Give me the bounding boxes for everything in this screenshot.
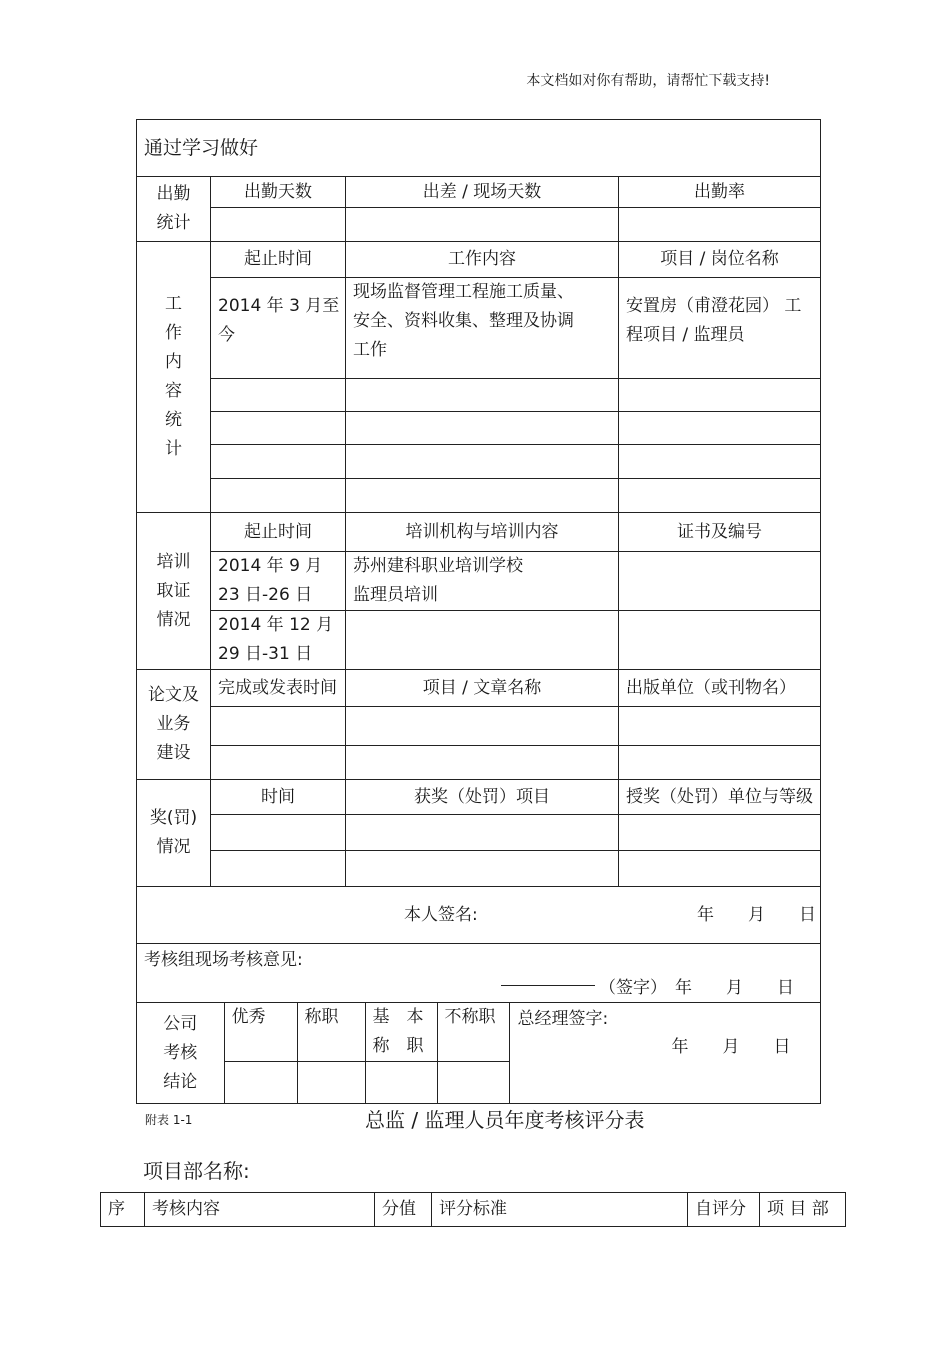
papers-row2-title[interactable] [346, 746, 619, 780]
score-table [100, 1192, 846, 1227]
awards-item-header: 获奖（处罚）项目 [346, 780, 619, 815]
work-row1-content: 现场监督管理工程施工质量、安全、资料收集、整理及协调工作 [346, 278, 619, 379]
awards-row2-time[interactable] [211, 851, 346, 887]
papers-title-header: 项目 / 文章名称 [346, 670, 619, 707]
attachment-label: 附表 1-1 [145, 1113, 193, 1127]
option-excellent[interactable]: 优秀 [224, 1003, 297, 1062]
review-opinion-row[interactable] [137, 944, 821, 1003]
review-signature-line[interactable] [501, 985, 595, 986]
papers-row2-publisher[interactable] [619, 746, 821, 780]
papers-label: 论文及 业务 建设 [137, 670, 211, 780]
training-row1-org: 苏州建科职业培训学校 监理员培训 [346, 552, 619, 611]
work-row3-project[interactable] [619, 412, 821, 445]
work-row2-content[interactable] [346, 379, 619, 412]
option-competent[interactable]: 称职 [297, 1003, 365, 1062]
papers-row1-time[interactable] [211, 707, 346, 746]
training-org-header: 培训机构与培训内容 [346, 513, 619, 552]
awards-unit-header: 授奖（处罚）单位与等级 [619, 780, 821, 815]
work-row5-project[interactable] [619, 479, 821, 513]
work-time-header: 起止时间 [211, 242, 346, 278]
project-dept-label: 项目部名称: [143, 1159, 250, 1183]
signature-label: 本人签名: [404, 905, 478, 925]
training-row2-org[interactable] [346, 611, 619, 670]
appraisal-form-table [136, 119, 821, 1104]
training-row2-time: 2014 年 12 月 29 日-31 日 [211, 611, 346, 670]
score-header-criteria: 评分标准 [432, 1193, 688, 1227]
review-label: 考核组现场考核意见: [144, 950, 303, 970]
awards-label: 奖(罚) 情况 [137, 780, 211, 887]
work-row3-content[interactable] [346, 412, 619, 445]
attendance-days-cell[interactable] [211, 208, 346, 242]
papers-publisher-header: 出版单位（或刊物名） [619, 670, 821, 707]
work-row2-project[interactable] [619, 379, 821, 412]
travel-days-cell[interactable] [346, 208, 619, 242]
attendance-days-header: 出勤天数 [211, 177, 346, 208]
score-header-self: 自评分 [688, 1193, 760, 1227]
gm-signature-label: 总经理签字: [517, 1009, 609, 1029]
option-basically-competent[interactable]: 基 本称 职 [365, 1003, 437, 1062]
attendance-rate-cell[interactable] [619, 208, 821, 242]
awards-row2-unit[interactable] [619, 851, 821, 887]
work-row4-project[interactable] [619, 445, 821, 479]
training-row2-cert[interactable] [619, 611, 821, 670]
papers-row2-time[interactable] [211, 746, 346, 780]
study-note: 通过学习做好 [137, 120, 821, 177]
papers-time-header: 完成或发表时间 [211, 670, 346, 707]
form-title: 总监 / 监理人员年度考核评分表 [365, 1108, 645, 1132]
training-cert-header: 证书及编号 [619, 513, 821, 552]
score-header-content: 考核内容 [145, 1193, 375, 1227]
training-row1-time: 2014 年 9 月 23 日-26 日 [211, 552, 346, 611]
conclusion-label: 公司 考核 结论 [137, 1003, 224, 1103]
incompetent-mark[interactable] [437, 1062, 509, 1104]
work-label: 工 作 内 容 统 计 [137, 242, 211, 513]
work-row1-time: 2014 年 3 月至今 [211, 278, 346, 379]
training-row1-cert[interactable] [619, 552, 821, 611]
work-project-header: 项目 / 岗位名称 [619, 242, 821, 278]
awards-row2-item[interactable] [346, 851, 619, 887]
option-incompetent[interactable]: 不称职 [437, 1003, 509, 1062]
review-date: 年 月 日 [675, 978, 794, 998]
review-sign-label: （签字） [599, 978, 667, 998]
awards-row1-item[interactable] [346, 815, 619, 851]
awards-row1-time[interactable] [211, 815, 346, 851]
work-content-header: 工作内容 [346, 242, 619, 278]
work-row1-project: 安置房（甫澄花园） 工程项目 / 监理员 [619, 278, 821, 379]
excellent-mark[interactable] [224, 1062, 297, 1104]
papers-row1-title[interactable] [346, 707, 619, 746]
score-header-points: 分值 [375, 1193, 432, 1227]
work-row2-time[interactable] [211, 379, 346, 412]
work-row5-content[interactable] [346, 479, 619, 513]
score-header-dept: 项 目 部 [760, 1193, 846, 1227]
work-row3-time[interactable] [211, 412, 346, 445]
competent-mark[interactable] [297, 1062, 365, 1104]
work-row5-time[interactable] [211, 479, 346, 513]
conclusion-table [137, 1003, 820, 1103]
attendance-label: 出勤 统计 [137, 177, 211, 242]
basically-competent-mark[interactable] [365, 1062, 437, 1104]
awards-time-header: 时间 [211, 780, 346, 815]
header-notice: 本文档如对你有帮助，请帮忙下载支持! [526, 73, 770, 89]
personal-signature-row[interactable] [137, 887, 821, 944]
conclusion-row [137, 1003, 821, 1104]
papers-row1-publisher[interactable] [619, 707, 821, 746]
training-label: 培训 取证 情况 [137, 513, 211, 670]
work-row4-content[interactable] [346, 445, 619, 479]
training-time-header: 起止时间 [211, 513, 346, 552]
travel-days-header: 出差 / 现场天数 [346, 177, 619, 208]
gm-signature-date: 年 月 日 [671, 1037, 791, 1057]
work-row4-time[interactable] [211, 445, 346, 479]
score-header-no: 序 [101, 1193, 145, 1227]
attendance-rate-header: 出勤率 [619, 177, 821, 208]
awards-row1-unit[interactable] [619, 815, 821, 851]
gm-signature-cell[interactable] [509, 1003, 820, 1103]
signature-date: 年 月 日 [697, 905, 816, 925]
